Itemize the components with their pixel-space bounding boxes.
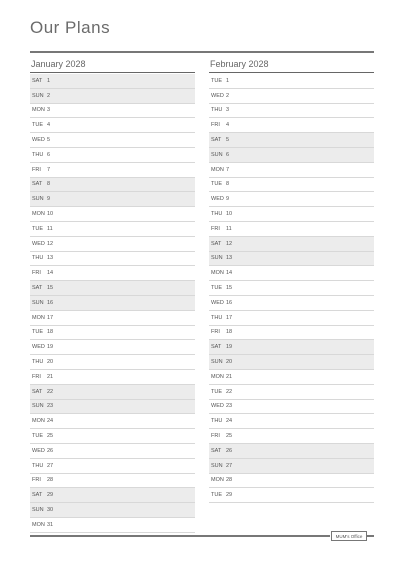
weekday-label: TUE bbox=[211, 388, 222, 395]
weekday-label: FRI bbox=[211, 329, 220, 336]
day-number: 26 bbox=[47, 447, 54, 454]
day-row bbox=[209, 104, 374, 119]
weekday-label: THU bbox=[211, 314, 223, 321]
weekday-label: THU bbox=[211, 418, 223, 425]
weekday-label: WED bbox=[32, 344, 45, 351]
weekday-label: FRI bbox=[211, 122, 220, 129]
day-row bbox=[209, 89, 374, 104]
weekday-label: TUE bbox=[211, 181, 222, 188]
day-row bbox=[30, 222, 195, 237]
day-row bbox=[209, 207, 374, 222]
weekday-label: FRI bbox=[32, 270, 41, 277]
day-number: 7 bbox=[226, 166, 230, 173]
weekday-label: FRI bbox=[32, 166, 41, 173]
day-number: 11 bbox=[226, 225, 232, 232]
day-number: 1 bbox=[47, 77, 51, 84]
weekday-label: SAT bbox=[32, 181, 43, 188]
day-number: 28 bbox=[47, 477, 54, 484]
weekday-label: SAT bbox=[32, 77, 43, 84]
page-title: Our Plans bbox=[30, 18, 111, 37]
weekday-label: SUN bbox=[32, 92, 44, 99]
day-number: 15 bbox=[47, 285, 54, 292]
day-row bbox=[209, 296, 374, 311]
day-row bbox=[209, 178, 374, 193]
day-number: 19 bbox=[226, 344, 233, 351]
weekday-label: SUN bbox=[32, 507, 44, 513]
month-divider bbox=[209, 72, 374, 73]
day-number: 10 bbox=[47, 211, 54, 218]
day-row bbox=[209, 281, 374, 296]
day-number: 11 bbox=[47, 225, 53, 232]
weekday-label: THU bbox=[32, 255, 44, 262]
day-number: 13 bbox=[226, 255, 233, 262]
weekday-label: MON bbox=[32, 211, 45, 218]
day-row bbox=[209, 474, 374, 489]
month-heading: February 2028 bbox=[210, 59, 269, 69]
weekday-label: WED bbox=[32, 137, 45, 144]
day-number: 16 bbox=[47, 299, 54, 306]
weekday-label: SAT bbox=[211, 137, 222, 144]
day-number: 4 bbox=[226, 122, 230, 129]
weekday-label: THU bbox=[211, 211, 223, 218]
day-number: 27 bbox=[47, 462, 54, 469]
day-row bbox=[209, 340, 374, 355]
day-row bbox=[30, 178, 195, 193]
day-row bbox=[30, 311, 195, 326]
month-heading: January 2028 bbox=[31, 59, 86, 69]
day-row bbox=[209, 118, 374, 133]
day-row bbox=[209, 222, 374, 237]
day-number: 5 bbox=[226, 137, 230, 144]
day-number: 24 bbox=[226, 418, 233, 425]
weekday-label: MON bbox=[211, 270, 224, 277]
day-row bbox=[209, 252, 374, 267]
day-number: 7 bbox=[47, 166, 51, 173]
weekday-label: TUE bbox=[211, 285, 222, 292]
weekday-label: TUE bbox=[211, 492, 222, 499]
weekday-label: THU bbox=[211, 107, 223, 114]
day-row bbox=[30, 148, 195, 163]
day-row bbox=[209, 148, 374, 163]
title-divider bbox=[30, 51, 374, 53]
day-number: 2 bbox=[47, 92, 51, 99]
day-number: 14 bbox=[226, 270, 233, 277]
weekday-label: SUN bbox=[32, 196, 44, 203]
weekday-label: MON bbox=[32, 314, 45, 321]
day-row bbox=[209, 133, 374, 148]
day-number: 25 bbox=[47, 433, 54, 440]
day-row bbox=[30, 163, 195, 178]
day-row bbox=[209, 355, 374, 370]
day-row bbox=[30, 414, 195, 429]
day-number: 8 bbox=[47, 181, 51, 188]
weekday-label: FRI bbox=[32, 477, 41, 484]
day-number: 29 bbox=[47, 492, 54, 499]
day-number: 19 bbox=[47, 344, 54, 351]
day-row bbox=[209, 311, 374, 326]
month-divider bbox=[30, 72, 195, 73]
day-row bbox=[30, 192, 195, 207]
day-row bbox=[30, 237, 195, 252]
weekday-label: SUN bbox=[211, 359, 223, 366]
day-row bbox=[209, 444, 374, 459]
day-number: 6 bbox=[226, 151, 230, 158]
day-number: 8 bbox=[226, 181, 230, 188]
day-number: 20 bbox=[47, 359, 54, 366]
day-number: 25 bbox=[226, 433, 233, 440]
day-row bbox=[30, 370, 195, 385]
day-number: 17 bbox=[47, 314, 54, 321]
day-row bbox=[30, 474, 195, 489]
day-number: 12 bbox=[47, 240, 54, 247]
day-number: 26 bbox=[226, 447, 233, 454]
weekday-label: WED bbox=[211, 299, 224, 306]
day-row bbox=[30, 355, 195, 370]
day-row bbox=[30, 429, 195, 444]
day-number: 22 bbox=[47, 388, 54, 395]
day-number: 29 bbox=[226, 492, 233, 499]
footer-divider-end bbox=[366, 535, 374, 537]
day-row bbox=[30, 133, 195, 148]
day-row bbox=[209, 192, 374, 207]
weekday-label: MON bbox=[32, 418, 45, 425]
weekday-label: TUE bbox=[32, 329, 43, 336]
day-row bbox=[30, 74, 195, 89]
day-row bbox=[209, 370, 374, 385]
day-row bbox=[30, 104, 195, 119]
day-number: 6 bbox=[47, 151, 51, 158]
day-number: 21 bbox=[47, 373, 54, 380]
day-row bbox=[209, 385, 374, 400]
weekday-label: SAT bbox=[211, 447, 222, 454]
weekday-label: FRI bbox=[32, 373, 41, 380]
weekday-label: SUN bbox=[211, 151, 223, 158]
day-row bbox=[209, 266, 374, 281]
month-column-february bbox=[209, 59, 374, 503]
day-number: 22 bbox=[226, 388, 233, 395]
day-row bbox=[30, 266, 195, 281]
weekday-label: TUE bbox=[32, 122, 43, 129]
day-row bbox=[209, 400, 374, 415]
day-number: 18 bbox=[47, 329, 54, 336]
weekday-label: SAT bbox=[32, 388, 43, 395]
day-row bbox=[30, 296, 195, 311]
weekday-label: SAT bbox=[211, 344, 222, 351]
weekday-label: THU bbox=[32, 462, 44, 469]
day-row bbox=[30, 444, 195, 459]
day-row bbox=[209, 459, 374, 474]
day-number: 30 bbox=[47, 507, 54, 513]
weekday-label: SUN bbox=[211, 255, 223, 262]
day-number: 10 bbox=[226, 211, 233, 218]
weekday-label: MON bbox=[211, 373, 224, 380]
day-number: 12 bbox=[226, 240, 233, 247]
weekday-label: SUN bbox=[211, 462, 223, 469]
weekday-label: MON bbox=[211, 166, 224, 173]
day-number: 3 bbox=[226, 107, 230, 114]
day-number: 2 bbox=[226, 92, 230, 99]
day-number: 9 bbox=[47, 196, 51, 203]
day-number: 15 bbox=[226, 285, 233, 292]
day-number: 24 bbox=[47, 418, 54, 425]
weekday-label: WED bbox=[211, 403, 224, 410]
day-number: 14 bbox=[47, 270, 54, 277]
day-number: 21 bbox=[226, 373, 233, 380]
day-number: 3 bbox=[47, 107, 51, 114]
weekday-label: SAT bbox=[32, 285, 43, 292]
day-row bbox=[30, 281, 195, 296]
weekday-label: FRI bbox=[211, 225, 220, 232]
weekday-label: MON bbox=[211, 477, 224, 484]
day-list bbox=[30, 74, 195, 533]
weekday-label: THU bbox=[32, 151, 44, 158]
day-number: 31 bbox=[47, 521, 54, 528]
day-number: 23 bbox=[47, 403, 54, 410]
brand-tag: MUM's Office bbox=[331, 531, 367, 541]
day-row bbox=[30, 385, 195, 400]
day-row bbox=[30, 459, 195, 474]
day-row bbox=[30, 207, 195, 222]
weekday-label: SAT bbox=[211, 240, 222, 247]
footer-divider bbox=[30, 535, 330, 537]
day-number: 27 bbox=[226, 462, 233, 469]
day-row bbox=[209, 237, 374, 252]
weekday-label: WED bbox=[32, 240, 45, 247]
month-column-january bbox=[30, 59, 195, 533]
weekday-label: WED bbox=[211, 196, 224, 203]
day-row bbox=[30, 252, 195, 267]
weekday-label: SAT bbox=[32, 492, 43, 499]
day-number: 23 bbox=[226, 403, 233, 410]
day-number: 1 bbox=[226, 77, 230, 84]
day-row bbox=[209, 74, 374, 89]
day-row bbox=[209, 326, 374, 341]
weekday-label: WED bbox=[32, 447, 45, 454]
weekday-label: FRI bbox=[211, 433, 220, 440]
day-number: 20 bbox=[226, 359, 233, 366]
day-row bbox=[30, 488, 195, 503]
day-row bbox=[30, 89, 195, 104]
day-row bbox=[30, 400, 195, 415]
day-row bbox=[209, 163, 374, 178]
weekday-label: TUE bbox=[32, 225, 43, 232]
day-row bbox=[30, 503, 195, 518]
day-number: 28 bbox=[226, 477, 233, 484]
day-number: 17 bbox=[226, 314, 233, 321]
day-row bbox=[209, 488, 374, 503]
weekday-label: MON bbox=[32, 107, 45, 114]
weekday-label: SUN bbox=[32, 299, 44, 306]
day-number: 4 bbox=[47, 122, 51, 129]
day-row bbox=[209, 414, 374, 429]
weekday-label: TUE bbox=[32, 433, 43, 440]
day-row bbox=[30, 518, 195, 533]
day-row bbox=[209, 429, 374, 444]
day-row bbox=[30, 340, 195, 355]
weekday-label: MON bbox=[32, 521, 45, 528]
day-number: 5 bbox=[47, 137, 51, 144]
weekday-label: SUN bbox=[32, 403, 44, 410]
day-row bbox=[30, 118, 195, 133]
day-number: 9 bbox=[226, 196, 230, 203]
weekday-label: WED bbox=[211, 92, 224, 99]
day-number: 16 bbox=[226, 299, 233, 306]
weekday-label: THU bbox=[32, 359, 44, 366]
weekday-label: TUE bbox=[211, 77, 222, 84]
day-row bbox=[30, 326, 195, 341]
day-number: 18 bbox=[226, 329, 233, 336]
day-list bbox=[209, 74, 374, 503]
day-number: 13 bbox=[47, 255, 54, 262]
